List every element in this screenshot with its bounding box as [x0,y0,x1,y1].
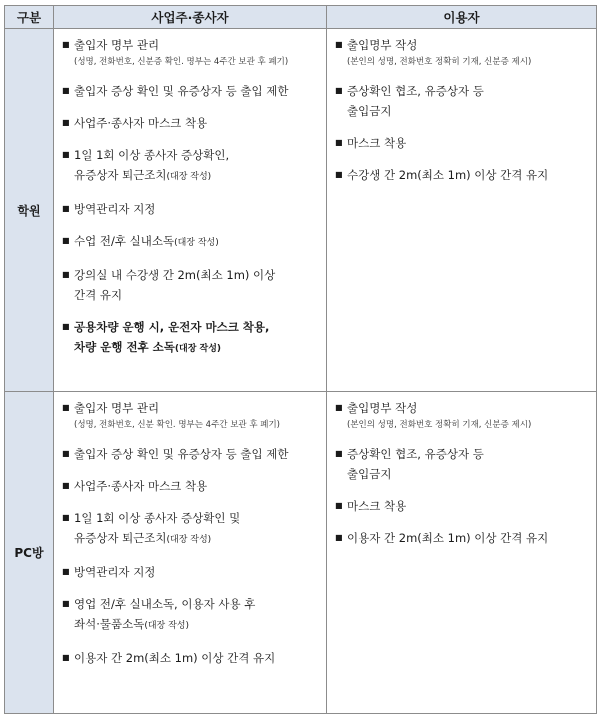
bullet-icon: ■ [62,204,70,213]
header-row [5,6,597,29]
item-line: 출입금지 [347,467,392,481]
category-cell: PC방 [5,392,54,714]
list-item [62,81,320,101]
row-pc-bang [5,392,597,714]
item-note: (성명, 전화번호, 신분 확인. 명부는 4주간 보관 후 폐기) [74,420,280,430]
item-line: 1일 1회 이상 종사자 증상확인 및 [74,511,241,525]
item-text [74,265,320,305]
bullet-icon: ■ [335,40,343,49]
item-text [74,199,320,219]
item-note: (본인의 성명, 전화번호 정확히 기재, 신분증 제시) [347,57,532,67]
header-business: 사업주·종사자 [54,6,327,29]
bullet-icon: ■ [335,533,343,542]
item-text [347,496,590,516]
item-line: 이용자 간 2m(최소 1m) 이상 간격 유지 [347,531,549,545]
list-item [62,35,320,69]
item-line: 좌석·물품소독 [74,617,145,631]
bullet-icon: ■ [62,599,70,608]
item-line: 강의실 내 수강생 간 2m(최소 1m) 이상 [74,268,276,282]
bullet-icon: ■ [62,118,70,127]
bullet-icon: ■ [335,86,343,95]
list-item [62,476,320,496]
list-item [335,496,590,516]
item-text [74,444,320,464]
item-note: (본인의 성명, 전화번호 정확히 기재, 신분증 제시) [347,420,532,430]
item-line: 출입자 증상 확인 및 유증상자 등 출입 제한 [74,447,289,461]
item-text [347,528,590,548]
item-line: 이용자 간 2m(최소 1m) 이상 간격 유지 [74,651,276,665]
item-line: 출입자 증상 확인 및 유증상자 등 출입 제한 [74,84,289,98]
row-hagwon [5,29,597,392]
bullet-icon: ■ [335,170,343,179]
bullet-icon: ■ [62,481,70,490]
item-annotation: (대장 작성) [144,621,189,631]
header-category: 구분 [5,6,54,29]
business-cell [54,392,327,714]
list-item [62,231,320,253]
item-line: 수업 전/후 실내소독 [74,234,175,248]
item-line: 출입명부 작성 [347,401,418,415]
bullet-icon: ■ [62,322,70,331]
item-line: 마스크 착용 [347,499,407,513]
guideline-table [4,5,597,714]
item-line: 마스크 착용 [347,136,407,150]
item-line: 증상확인 협조, 유증상자 등 [347,84,484,98]
item-line: 간격 유지 [74,288,123,302]
item-line: 방역관리자 지정 [74,202,156,216]
item-line: 1일 1회 이상 종사자 증상확인, [74,148,230,162]
item-text [347,398,590,432]
item-text [74,562,320,582]
item-line: 출입자 명부 관리 [74,38,160,52]
item-text [74,113,320,133]
list-item [335,444,590,484]
item-line: 방역관리자 지정 [74,565,156,579]
user-cell [327,29,597,392]
bullet-icon: ■ [62,40,70,49]
list-item [62,199,320,219]
bullet-icon: ■ [62,449,70,458]
list-item [335,81,590,121]
item-line: 영업 전/후 실내소독, 이용자 사용 후 [74,597,256,611]
item-line: 증상확인 협조, 유증상자 등 [347,447,484,461]
item-text [74,594,320,636]
bullet-icon: ■ [62,653,70,662]
list-item [335,35,590,69]
list-item [335,133,590,153]
item-text [347,81,590,121]
item-line: 사업주·종사자 마스크 착용 [74,116,208,130]
list-item [335,528,590,548]
item-text [347,444,590,484]
business-cell [54,29,327,392]
item-line: 공용차량 운행 시, 운전자 마스크 착용, [74,320,270,334]
list-item [62,562,320,582]
item-text [347,35,590,69]
item-line: 유증상자 퇴근조치 [74,168,167,182]
list-item [335,398,590,432]
list-item [335,165,590,185]
item-line: 수강생 간 2m(최소 1m) 이상 간격 유지 [347,168,549,182]
item-line: 출입금지 [347,104,392,118]
item-line: 출입자 명부 관리 [74,401,160,415]
item-text [74,81,320,101]
item-line: 사업주·종사자 마스크 착용 [74,479,208,493]
item-annotation: (대장 작성) [166,172,212,182]
bullet-icon: ■ [335,449,343,458]
list-item [62,508,320,550]
list-item [62,113,320,133]
bullet-icon: ■ [62,86,70,95]
item-text [74,35,320,69]
header-user: 이용자 [327,6,597,29]
item-text [347,133,590,153]
item-text [74,508,320,550]
item-annotation: (대장 작성) [166,535,212,545]
item-annotation: (대장 작성) [174,238,219,248]
item-text [74,398,320,432]
bullet-icon: ■ [62,270,70,279]
user-cell [327,392,597,714]
bullet-icon: ■ [62,513,70,522]
item-text [74,476,320,496]
item-line: 유증상자 퇴근조치 [74,531,167,545]
item-text [74,145,320,187]
bullet-icon: ■ [335,403,343,412]
list-item [62,145,320,187]
list-item [62,594,320,636]
item-annotation: (대장 작성) [174,344,222,354]
bullet-icon: ■ [62,236,70,245]
bullet-icon: ■ [335,138,343,147]
item-text [347,165,590,185]
item-text [74,231,320,253]
item-line: 차량 운행 전후 소독 [74,340,175,354]
bullet-icon: ■ [62,567,70,576]
list-item [62,398,320,432]
list-item [62,317,320,359]
item-text [74,317,320,359]
bullet-icon: ■ [62,403,70,412]
list-item [62,648,320,668]
bullet-icon: ■ [62,150,70,159]
bullet-icon: ■ [335,501,343,510]
list-item [62,265,320,305]
item-text [74,648,320,668]
category-cell: 학원 [5,29,54,392]
list-item [62,444,320,464]
item-line: 출입명부 작성 [347,38,418,52]
item-note: (성명, 전화번호, 신분증 확인. 명부는 4주간 보관 후 폐기) [74,57,289,67]
